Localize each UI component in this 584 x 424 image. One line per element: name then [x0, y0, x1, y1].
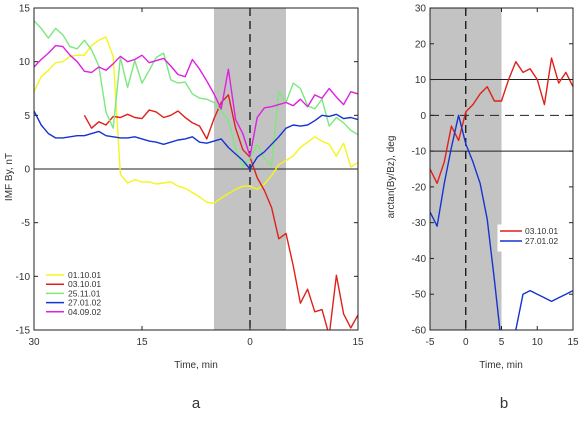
legend-entry-label: 03.10.01 [68, 279, 102, 290]
y-tick-label: -10 [411, 146, 426, 158]
y-tick-label: -20 [411, 182, 426, 194]
legend-entry-label: 04.09.02 [68, 306, 102, 317]
panel-a [4, 4, 364, 413]
x-tick-label: 30 [28, 337, 40, 348]
legend-entry-label: 03.10.01 [525, 226, 559, 236]
y-tick-label: -60 [411, 325, 426, 337]
legend-entry-label: 27.01.02 [68, 297, 102, 308]
panel-letter: b [499, 395, 509, 412]
legend-entry-label: 01.10.01 [68, 270, 102, 280]
x-tick-label: -5 [425, 337, 435, 348]
legend-entry-label: 25.11.01 [68, 288, 101, 299]
x-tick-label: 15 [567, 337, 579, 348]
y-axis-title: arctan(By/Bz), deg [386, 135, 397, 219]
x-tick-label: 10 [531, 337, 543, 348]
y-tick-label: -50 [411, 289, 426, 301]
y-tick-label: 5 [24, 110, 30, 122]
series-line-01-10-01 [34, 37, 358, 203]
y-tick-label: 0 [420, 110, 426, 122]
y-tick-label: 15 [18, 3, 30, 15]
x-tick-label: 0 [247, 337, 253, 348]
series-line-25-11-01 [34, 21, 358, 167]
panel-b [386, 4, 579, 413]
y-tick-label: 10 [414, 75, 426, 87]
legend-box [44, 269, 166, 321]
x-tick-label: 15 [352, 337, 364, 348]
y-tick-label: 30 [414, 3, 426, 15]
x-axis-title: Time, min [174, 360, 218, 371]
y-tick-label: -5 [21, 218, 30, 230]
y-tick-label: -30 [411, 218, 426, 230]
x-tick-label: 5 [498, 337, 505, 348]
y-tick-label: -10 [15, 271, 30, 283]
y-axis-title: IMF By, nT [4, 152, 15, 202]
x-tick-label: 0 [462, 337, 469, 348]
x-tick-label: 15 [136, 337, 148, 348]
legend-entry-label: 27.01.02 [525, 236, 559, 246]
y-tick-label: -40 [411, 253, 426, 265]
y-tick-label: 10 [18, 57, 30, 69]
y-tick-label: -15 [15, 325, 30, 337]
x-axis-title: Time, min [479, 360, 523, 371]
y-tick-label: 20 [414, 39, 426, 51]
y-tick-label: 0 [24, 164, 30, 176]
panel-letter: a [191, 395, 201, 412]
